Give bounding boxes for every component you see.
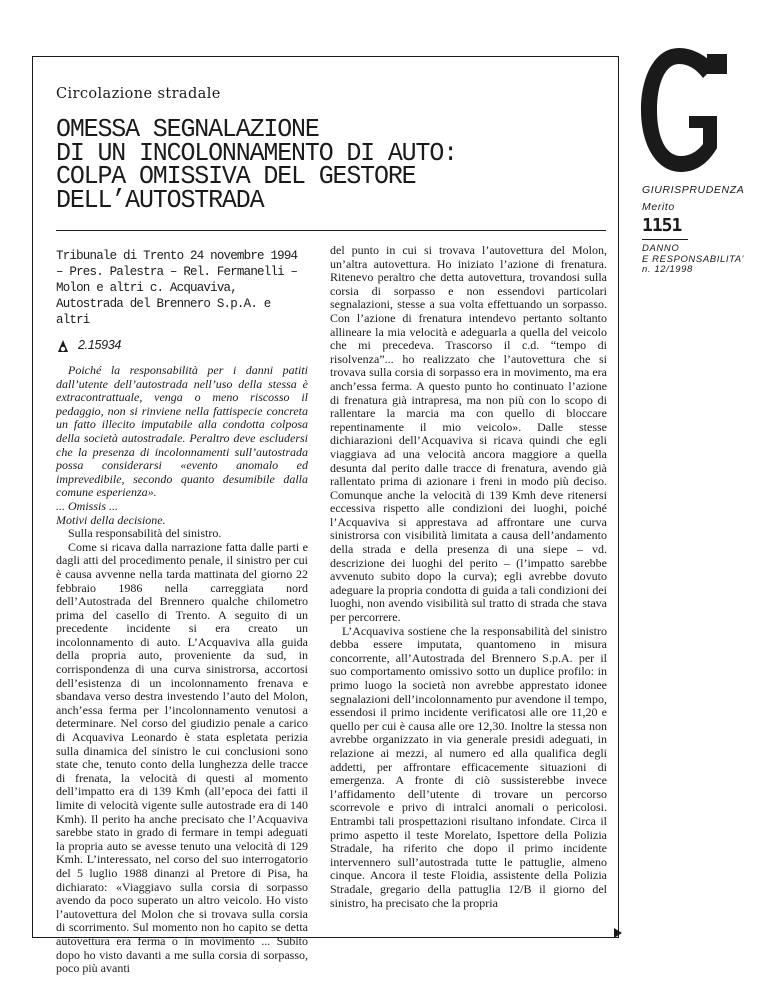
page-number-rule bbox=[642, 239, 688, 240]
headline-line: DI UN INCOLONNAMENTO DI AUTO: bbox=[56, 137, 457, 168]
code-number: 2.15934 bbox=[78, 338, 122, 353]
sidebar-subcategory: Merito bbox=[642, 201, 675, 213]
journal-issue: n. 12/1998 bbox=[642, 264, 693, 275]
right-column bbox=[330, 244, 607, 910]
motivi-title: Motivi della decisione. bbox=[56, 512, 166, 527]
massima: Poiché la responsabilità per i danni patiti dall’utente dell’autostrada nell’uso della stessa è extracontrattuale, venga o meno riscosso il pedaggio, non si rinviene nella fattispecie concreta un fatto illecito imputabile alla condotta colposa della società autostradale. Peraltro deve escludersi che la presenza di incolonnamenti sull’autostrada possa considerarsi «evento anomalo ed imprevedibile, secondo quanto desumibile dalla comune esperienza». bbox=[56, 363, 308, 500]
headline-line: DELL’AUTOSTRADA bbox=[56, 184, 264, 215]
code-row bbox=[56, 338, 308, 354]
g-logo bbox=[637, 44, 729, 176]
journal-line: E RESPONSABILITA’ bbox=[642, 253, 745, 265]
triangle-right-icon bbox=[614, 928, 622, 938]
headline bbox=[56, 114, 574, 215]
left-column bbox=[56, 244, 308, 976]
headline-divider bbox=[56, 230, 606, 231]
omissis: ... Omissis ... bbox=[56, 498, 119, 513]
section-subtitle: Sulla responsabilità del sinistro. bbox=[68, 526, 222, 541]
body-paragraph: Come si ricava dalla narrazione fatta dalle parti e dagli atti del procedimento penale, il sinistro per cui è causa avvenne nella tarda mattinata del giorno 22 febbraio 1986 nella carreggiata nord dell’Autostrada del Brennero qualche chilometro prima del casello di Trento. A seguito di un precedente incidente si era creato un incolonnamento di auto. L’Acquaviva alla guida della propria auto, proveniente da sud, in corrispondenza di una curva sinistrorsa, accortosi dell’esistenza di un incolonnamento frenava e sbandava verso destra investendo l’auto del Molon, anch’essa ferma per l’incolonnamento venutosi a determinare. Nel corso del giudizio penale a carico di Acquaviva Leonardo è stata espletata perizia sulla dinamica del sinistro le cui conclusioni sono state che, tenuto conto della lunghezza delle tracce di frenata, la velocità di questi al momento dell’impatto era di 139 Kmh (all’epoca dei fatti il limite di velocità vigente sulle autostrade era di 140 Kmh). Il perito ha anche precisato che l’Acquaviva sarebbe stato in grado di fermare in tempi adeguati la propria auto se avesse tenuto una velocità di 129 Kmh. L’interessato, nel corso del suo interrogatorio del 5 luglio 1988 dinanzi al Pretore di Pisa, ha dichiarato: «Viaggiavo sulla corsia di sorpasso avendo da poco superato un altro veicolo. Ho visto l’autovettura del Molon che si trovava sulla corsia di scorrimento. Sul momento non ho capito se detta autovettura era ferma o in movimento ... Subito dopo ho visto davanti a me sulla corsia di sorpasso, poco più avanti bbox=[56, 539, 308, 976]
headline-line: COLPA OMISSIVA DEL GESTORE bbox=[56, 161, 416, 191]
page-number: 1151 bbox=[642, 215, 682, 236]
code-symbol-icon bbox=[56, 338, 70, 354]
body-paragraph: del punto in cui si trovava l’autovettura del Molon, un’altra autovettura. Ho iniziato l’azione di frenatura. Ritenevo peraltro che detta autovettura, trovandosi sulla corsia di sorpasso e non essendovi particolari segnalazioni, stesse a sua volta effettuando un sorpasso. Con l’azione di frenatura intendevo pertanto soltanto allineare la mia velocità e adeguarla a quella del veicolo che mi precedeva. Trascorso il c.d. “tempo di risolvenza”... ho realizzato che l’autovettura che si trovava sulla corsia di sorpasso era in movimento, ma era anch’essa ferma. A questo punto ho continuato l’azione di frenatura già intrapresa, ma non più con lo scopo di rallentare la marcia ma con quello di bloccare repentinamente il mio veicolo». Dalle stesse dichiarazioni dell’Acquaviva si ricava quindi che egli viaggiava ad una velocità ancora maggiore a quella desunta dal perito dalle tracce di frenatura, avendo già rallentato prima di azionare i freni in modo più deciso. Comunque anche la velocità di 139 Kmh deve ritenersi eccessiva rispetto alle condizioni dei luoghi, poiché l’Acquaviva si apprestava ad affrontare une curva sinistrorsa con visibilità limitata a causa dell’andamento della strada e della presenza di una siepe – vd. descrizione dei luoghi del perito – (l’impatto sarebbe avvenuto subito dopo la curva); egli avrebbe dovuto adeguare la propria condotta di guida a tali condizioni dei luoghi, non avendo visibilità sul tratto di strada che stava per percorrere. bbox=[330, 243, 607, 625]
section-label: Circolazione stradale bbox=[56, 86, 221, 102]
journal-name bbox=[642, 244, 744, 276]
body-paragraph: L’Acquaviva sostiene che la responsabilità del sinistro debba essere imputata, quantomeno in misura concorrente, all’Autostrada del Brennero S.p.A. per il suo comportamento omissivo sotto un duplice profilo: in primo luogo la società non avrebbe apprestato idonee segnalazioni dell’incolonnamento pur avendone il tempo, essendosi il primo incidente verificatosi alle ore 11,20 e quello per cui è causa alle ore 12,30. Inoltre la stessa non avrebbe organizzato in via generale presidi adeguati, in relazione ai mezzi, al numero ed alla qualifica degli addetti, per affrontare efficacemente situazioni di emergenza. A fronte di ciò sussisterebbe invece l’affidamento dell’utente di trovare un percorso scorrevole e privo di intralci anomali o pericolosi. Entrambi tali prospettazioni risultano infondate. Circa il primo aspetto il teste Morelato, Ispettore della Polizia Stradale, ha riferito che dopo il primo incidente intervennero sull’autostrada tutte le pattuglie, almeno cinque. Ancora il teste Floidia, assistente della Polizia Stradale, gregario della pattuglia 12/B il giorno del sinistro, ha precisato che la propria bbox=[330, 623, 607, 910]
headline-line: OMESSA SEGNALAZIONE bbox=[56, 114, 319, 144]
journal-line: DANNO bbox=[642, 243, 680, 254]
sidebar-category: GIURISPRUDENZA bbox=[642, 184, 745, 196]
court-info: Tribunale di Trento 24 novembre 1994 – Pres. Palestra – Rel. Fermanelli – Molon e altri c. Acquaviva, Autostrada del Brennero S.p.A. e altri bbox=[56, 249, 298, 327]
